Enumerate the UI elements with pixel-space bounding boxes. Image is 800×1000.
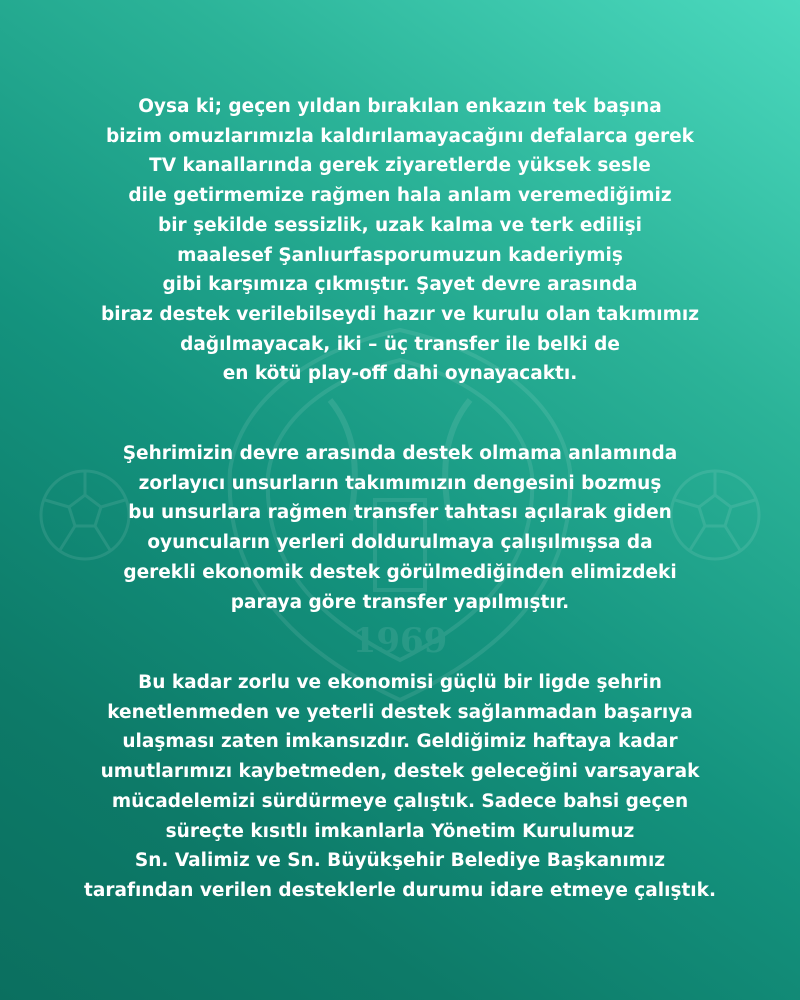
text-line: bu unsurlara rağmen transfer tahtası açılarak giden [128,502,672,524]
text-line: mücadelemizi sürdürmeye çalıştık. Sadece bahsi geçen [111,790,689,812]
text-line: kenetlenmeden ve yeterli destek sağlanmadan başarıya [107,701,693,723]
text-line: gerekli ekonomik destek görülmediğinden elimizdeki [123,561,677,583]
paragraph-1 [40,92,760,389]
text-line: bir şekilde sessizlik, uzak kalma ve terk edilişi [157,214,643,236]
text-line: maalesef Şanlıurfasporumuzun kaderiymiş [177,244,623,266]
text-line: biraz destek verilebilseydi hazır ve kurulu olan takımımız [100,303,700,325]
text-line: umutlarımızı kaybetmeden, destek geleceğini varsayarak [100,761,700,783]
text-line: Şehrimizin devre arasında destek olmama anlamında [122,443,678,464]
text-line: dile getirmemize rağmen hala anlam veremediğimiz [128,185,672,207]
text-line: Bu kadar zorlu ve ekonomisi güçlü bir ligde şehrin [138,672,662,693]
text-line: Oysa ki; geçen yıldan bırakılan enkazın tek başına [138,96,662,117]
text-line: dağılmayacak, iki – üç transfer ile belki de [180,333,620,355]
text-line: ulaşması zaten imkansızdır. Geldiğimiz haftaya kadar [122,731,678,753]
text-line: en kötü play-off dahi oynayacaktı. [222,363,578,385]
crest-year-text: 1969 [352,621,448,661]
text-line: paraya göre transfer yapılmıştır. [230,591,570,613]
text-line: TV kanallarında gerek ziyaretlerde yüksek sesle [149,155,651,177]
text-line: bizim omuzlarımızla kaldırılamayacağını defalarca gerek [106,125,694,147]
text-line: tarafından verilen desteklerle durumu idare etmeye çalıştık. [84,879,716,901]
text-line: süreçte kısıtlı imkanlarla Yönetim Kurulumuz [165,820,635,842]
text-line: Sn. Valimiz ve Sn. Büyükşehir Belediye Başkanımız [134,850,666,872]
paragraph-3 [40,668,760,906]
text-line: oyuncuların yerleri doldurulmaya çalışılmışsa da [147,532,653,554]
text-line: zorlayıcı unsurların takımımızın dengesini bozmuş [138,472,662,494]
paragraph-2 [40,439,760,617]
text-line: gibi karşımıza çıkmıştır. Şayet devre arasında [162,274,638,296]
